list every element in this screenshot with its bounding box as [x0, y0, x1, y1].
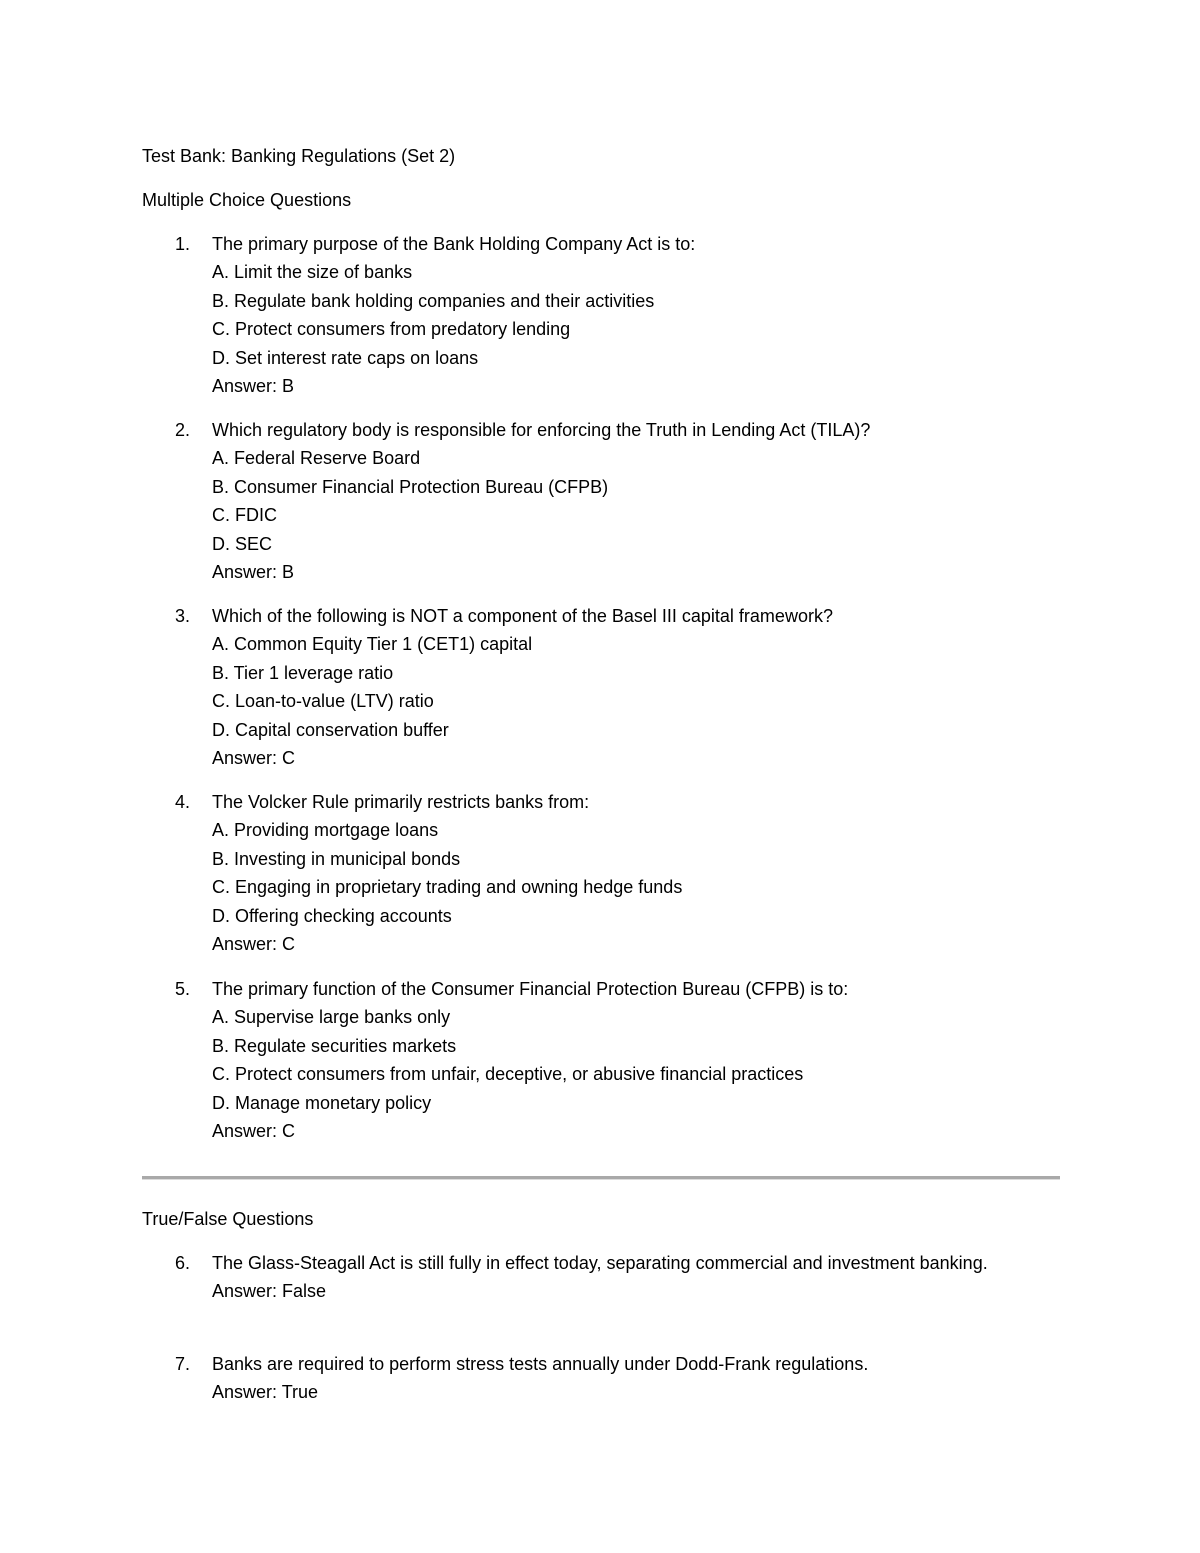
- question-number: 4.: [175, 792, 191, 812]
- answer-text: Answer: True: [212, 1382, 319, 1403]
- document-title: Test Bank: Banking Regulations (Set 2): [142, 146, 456, 166]
- question-body: [212, 602, 1060, 772]
- option-c: C. Protect consumers from unfair, deceptive, or abusive financial practices: [212, 1064, 804, 1085]
- answer-text: Answer: B: [212, 376, 295, 397]
- answer-text: Answer: C: [212, 748, 296, 769]
- option-b: B. Consumer Financial Protection Bureau (CFPB): [212, 476, 609, 497]
- option-c: C. Engaging in proprietary trading and owning hedge funds: [212, 877, 683, 898]
- answer-text: Answer: C: [212, 934, 296, 955]
- question-text: The primary function of the Consumer Financial Protection Bureau (CFPB) is to:: [212, 979, 849, 999]
- question-text: Banks are required to perform stress tests annually under Dodd-Frank regulations.: [212, 1354, 869, 1374]
- option-a: A. Common Equity Tier 1 (CET1) capital: [212, 634, 533, 655]
- option-d: D. SEC: [212, 533, 273, 554]
- question-number: 6.: [175, 1253, 191, 1273]
- mc-section-heading: Multiple Choice Questions: [142, 190, 352, 210]
- option-d: D. Capital conservation buffer: [212, 719, 449, 740]
- option-a: A. Supervise large banks only: [212, 1007, 451, 1028]
- question-number: 3.: [175, 606, 191, 626]
- option-a: A. Federal Reserve Board: [212, 448, 421, 469]
- option-d: D. Set interest rate caps on loans: [212, 347, 479, 368]
- option-d: D. Manage monetary policy: [212, 1092, 432, 1113]
- tf-section-heading: True/False Questions: [142, 1209, 314, 1229]
- option-b: B. Investing in municipal bonds: [212, 848, 461, 869]
- question-text: The Glass-Steagall Act is still fully in effect today, separating commercial and investment banking.: [212, 1253, 988, 1273]
- question-body: [212, 788, 1060, 958]
- question-body: [212, 230, 1060, 400]
- question-body: [212, 1350, 1060, 1407]
- question-body: [212, 1249, 1012, 1306]
- answer-text: Answer: C: [212, 1121, 296, 1142]
- option-c: C. Loan-to-value (LTV) ratio: [212, 691, 434, 712]
- question-body: [212, 975, 1060, 1145]
- option-b: B. Regulate bank holding companies and their activities: [212, 290, 655, 311]
- question-text: Which regulatory body is responsible for enforcing the Truth in Lending Act (TILA)?: [212, 420, 871, 440]
- answer-text: Answer: B: [212, 562, 295, 583]
- question-text: Which of the following is NOT a component of the Basel III capital framework?: [212, 606, 833, 626]
- question-number: 1.: [175, 234, 191, 254]
- option-a: A. Limit the size of banks: [212, 262, 413, 283]
- option-d: D. Offering checking accounts: [212, 905, 452, 926]
- section-divider: [142, 1176, 1060, 1180]
- answer-text: Answer: False: [212, 1281, 327, 1302]
- question-body: [212, 416, 1060, 586]
- question-text: The primary purpose of the Bank Holding Company Act is to:: [212, 234, 696, 254]
- option-c: C. FDIC: [212, 505, 277, 526]
- option-c: C. Protect consumers from predatory lending: [212, 319, 571, 340]
- option-b: B. Tier 1 leverage ratio: [212, 662, 394, 683]
- document-page: [142, 0, 1060, 1553]
- question-number: 5.: [175, 979, 191, 999]
- question-text: The Volcker Rule primarily restricts banks from:: [212, 792, 590, 812]
- question-number: 2.: [175, 420, 191, 440]
- question-number: 7.: [175, 1354, 191, 1374]
- option-a: A. Providing mortgage loans: [212, 820, 439, 841]
- option-b: B. Regulate securities markets: [212, 1035, 457, 1056]
